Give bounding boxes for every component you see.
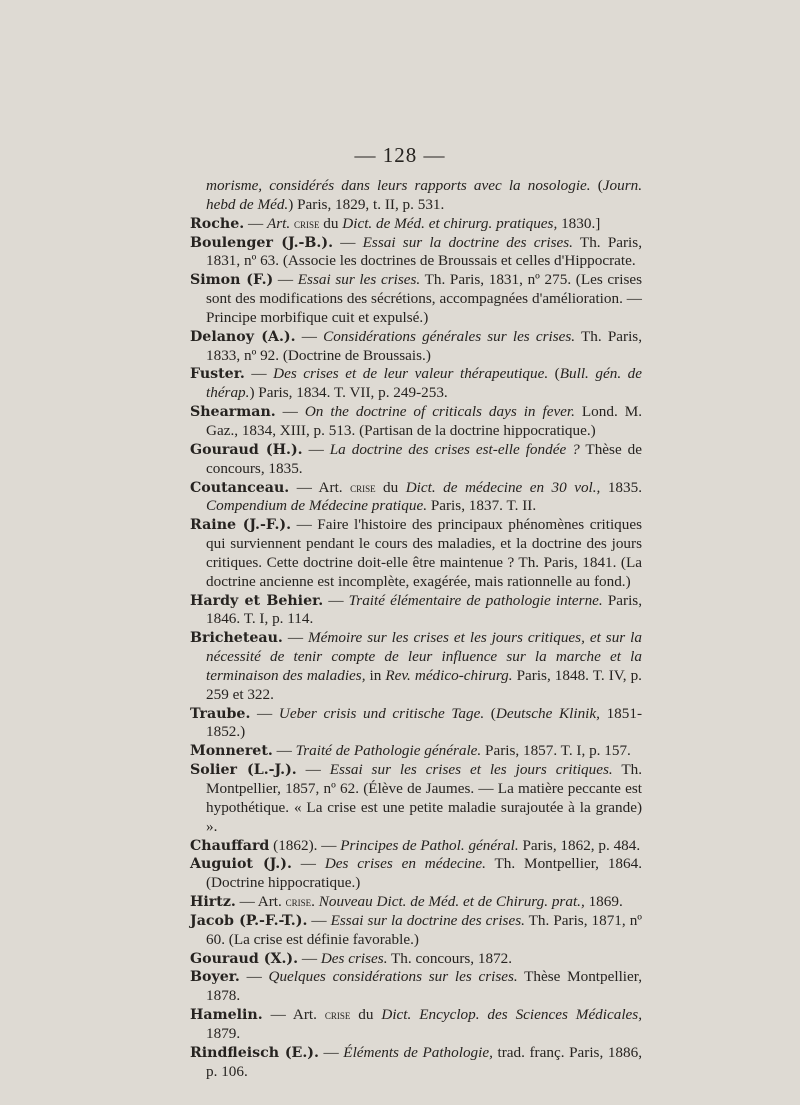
entry-text: — bbox=[244, 365, 274, 383]
bibliography-entry bbox=[190, 629, 642, 704]
entry-title: Dict. de médecine en 30 vol., bbox=[405, 478, 601, 496]
entry-title: On the doctrine of criticals days in fever. bbox=[304, 403, 575, 421]
entry-author: Boyer. bbox=[190, 969, 240, 986]
entry-title: Des crises. bbox=[320, 949, 388, 967]
entry-text: — bbox=[307, 911, 331, 929]
entry-text: in bbox=[365, 666, 386, 684]
entry-author: Raine (J.-F.). bbox=[190, 517, 292, 534]
bibliography-entry bbox=[190, 328, 642, 366]
entry-title: Traité élémentaire de pathologie interne. bbox=[348, 591, 603, 609]
entry-title: Essai sur les crises. bbox=[297, 271, 421, 289]
entry-text: du bbox=[350, 1006, 382, 1024]
entry-author: Delanoy (A.). bbox=[190, 328, 296, 345]
entry-text: — bbox=[323, 591, 349, 609]
entry-text: — Art. bbox=[262, 1006, 325, 1024]
entry-text: — Art. bbox=[235, 893, 286, 911]
entry-text: — bbox=[295, 327, 324, 345]
bibliography-entry bbox=[190, 234, 642, 272]
entry-smallcaps: crise bbox=[324, 1007, 351, 1023]
entry-text: ) Paris, 1834. T. VII, p. 249-253. bbox=[249, 384, 448, 402]
bibliography-entry bbox=[190, 837, 642, 856]
entry-text: 1830.] bbox=[557, 214, 601, 232]
entry-title: Ueber crisis und critische Tage. bbox=[278, 704, 485, 722]
entry-author: Hardy et Behier. bbox=[190, 592, 324, 609]
entry-author: Boulenger (J.-B.). bbox=[190, 234, 334, 251]
bibliography-entry bbox=[190, 516, 642, 591]
entry-title: Deutsche Klinik, bbox=[495, 704, 600, 722]
entry-title: Essai sur la doctrine des crises. bbox=[330, 911, 525, 929]
entry-text: Th. concours, 1872. bbox=[387, 949, 513, 967]
entry-title: Éléments de Pathologie, bbox=[343, 1043, 493, 1061]
entry-author: Roche. bbox=[190, 215, 245, 232]
entry-text: Th. Paris, 1833, nº 92. (Doctrine de Broussais.) bbox=[206, 327, 642, 364]
bibliography-entry bbox=[190, 215, 642, 234]
entry-text: 1835. bbox=[600, 478, 643, 496]
entry-author: Solier (L.-J.). bbox=[190, 762, 297, 779]
bibliography-entry bbox=[190, 893, 642, 912]
entry-text: — bbox=[333, 233, 363, 251]
entry-text: — bbox=[291, 855, 325, 873]
entry-title: morisme, considérés dans leurs rapports avec la nosologie. bbox=[206, 177, 591, 194]
entry-text: — bbox=[272, 742, 296, 760]
entry-text: Paris, 1837. T. II. bbox=[427, 497, 537, 515]
entry-text: (1862). — bbox=[269, 836, 341, 854]
entry-text: — bbox=[250, 704, 279, 722]
bibliography-entry bbox=[190, 912, 642, 950]
entry-author: Rindfleisch (E.). bbox=[190, 1044, 319, 1061]
entry-text: ( bbox=[484, 704, 496, 722]
entry-author: Chauffard bbox=[190, 837, 270, 854]
entry-author: Shearman. bbox=[190, 404, 276, 421]
entry-text: Paris, 1848. T. IV, p. 259 et 322. bbox=[206, 666, 642, 703]
entry-text: — bbox=[239, 968, 269, 986]
entry-title: Des crises et de leur valeur thérapeutique. bbox=[273, 365, 549, 383]
entry-author: Hirtz. bbox=[190, 894, 236, 911]
entry-author: Hamelin. bbox=[190, 1007, 263, 1024]
bibliography-entry bbox=[190, 403, 642, 441]
entry-text: Thèse Montpellier, 1878. bbox=[206, 968, 643, 1005]
bibliography-entry bbox=[190, 950, 642, 969]
bibliography-entry bbox=[190, 855, 642, 893]
entry-text: du bbox=[375, 478, 406, 496]
entry-text: 1851-1852.) bbox=[206, 704, 643, 741]
bibliography-entry bbox=[190, 742, 642, 761]
entry-author: Fuster. bbox=[190, 366, 245, 383]
bibliography-entry bbox=[190, 271, 642, 328]
entry-author: Traube. bbox=[190, 705, 251, 722]
entry-text: — bbox=[273, 271, 298, 289]
entry-text: Th. Montpellier, 1864. (Doctrine hippocratique.) bbox=[206, 855, 642, 892]
entry-author: Auguiot (J.). bbox=[190, 856, 292, 873]
entry-text: — bbox=[318, 1043, 344, 1061]
entry-text: ( bbox=[548, 365, 560, 383]
entry-text: — Faire l'histoire des principaux phénomènes critiques qui surviennent pendant le cours des maladies, et la doctrine des jours critiques. Cette doctrine doit-elle être maintenue ? Th. Paris, 1841. (La doctrine ancienne est incomplète, exagérée, mais rationnelle au fond.) bbox=[206, 516, 642, 590]
entry-title: Nouveau Dict. de Méd. et de Chirurg. prat., bbox=[318, 893, 585, 911]
entry-text: trad. franç. Paris, 1886, p. 106. bbox=[206, 1043, 642, 1080]
entry-text: — bbox=[275, 403, 305, 421]
entry-text: . bbox=[311, 893, 319, 911]
entry-author: Gouraud (X.). bbox=[190, 950, 299, 967]
entry-smallcaps: crise bbox=[293, 215, 320, 231]
entry-smallcaps: crise bbox=[285, 894, 312, 910]
entry-text: Paris, 1857. T. I, p. 157. bbox=[481, 742, 631, 760]
bibliography-entry bbox=[190, 705, 642, 743]
bibliography-entry bbox=[190, 1044, 642, 1082]
entry-title: Compendium de Médecine pratique. bbox=[206, 497, 428, 515]
entry-text: — bbox=[244, 214, 267, 232]
entry-text: — bbox=[296, 761, 330, 779]
bibliography-entry bbox=[190, 479, 642, 517]
entry-text: Th. Montpellier, 1857, nº 62. (Élève de Jaumes. — La matière peccante est hypothétique. « La crise est une petite maladie surajoutée à la grande) ». bbox=[206, 761, 642, 835]
entry-title: Considérations générales sur les crises. bbox=[323, 327, 576, 345]
entry-title: Mémoire sur les crises et les jours critiques, et sur la nécessité de tenir compte de leur influence sur la marche et la terminaison des maladies, bbox=[206, 629, 642, 684]
entry-text: Paris, 1846. T. I, p. 114. bbox=[206, 591, 643, 628]
entry-author: Bricheteau. bbox=[190, 630, 283, 647]
entry-title: Dict. Encyclop. des Sciences Médicales, bbox=[381, 1006, 642, 1024]
entry-author: Simon (F.) bbox=[190, 272, 274, 289]
entry-title: Art. bbox=[266, 214, 291, 232]
entry-text: Paris, 1862, p. 484. bbox=[518, 836, 641, 854]
bibliography-entry bbox=[190, 592, 642, 630]
bibliography-entry bbox=[190, 1006, 642, 1044]
entry-author: Gouraud (H.). bbox=[190, 441, 303, 458]
entry-text: — bbox=[302, 440, 330, 458]
entry-title: Essai sur la doctrine des crises. bbox=[362, 233, 573, 251]
page-number: — 128 — bbox=[354, 143, 446, 167]
entry-text: 1869. bbox=[584, 893, 623, 911]
entry-title: La doctrine des crises est-elle fondée ? bbox=[329, 440, 580, 458]
entry-title: Quelques considérations sur les crises. bbox=[268, 968, 518, 986]
entry-title: Bull. gén. de thérap. bbox=[206, 365, 643, 402]
entry-title: Rev. médico-chirurg. bbox=[385, 666, 513, 684]
entry-text: — bbox=[282, 629, 309, 647]
entry-text: — bbox=[298, 949, 321, 967]
entry-text: Th. Paris, 1831, nº 275. (Les crises sont des modifications des sécrétions, accompagnées d'amélioration. — Principe morbifique cuit et expulsé.) bbox=[206, 271, 643, 326]
entry-title: Traité de Pathologie générale. bbox=[295, 742, 482, 760]
entry-title: Principes de Pathol. général. bbox=[340, 836, 519, 854]
entry-text: ) Paris, 1829, t. II, p. 531. bbox=[288, 195, 445, 213]
entry-author: Jacob (P.-F.-T.). bbox=[190, 912, 308, 929]
bibliography-entry bbox=[190, 441, 642, 479]
entry-text: du bbox=[319, 214, 343, 232]
bibliography-entry bbox=[190, 761, 642, 836]
entry-text: Lond. M. Gaz., 1834, XIII, p. 513. (Partisan de la doctrine hippocratique.) bbox=[206, 403, 643, 439]
entry-text: Th. Paris, 1871, nº 60. (La crise est définie favorable.) bbox=[206, 911, 642, 948]
entry-title: Dict. de Méd. et chirurg. pratiques, bbox=[342, 214, 558, 232]
bibliography-list bbox=[190, 177, 642, 1082]
bibliography-entry bbox=[190, 365, 642, 403]
bibliography-entry bbox=[190, 968, 642, 1006]
entry-smallcaps: crise bbox=[350, 479, 376, 495]
entry-title: Des crises en médecine. bbox=[324, 855, 486, 873]
entry-title: Journ. hebd de Méd. bbox=[206, 177, 642, 213]
entry-text: ( bbox=[590, 177, 603, 194]
bibliography-entry bbox=[190, 177, 642, 215]
entry-text: Th. Paris, 1831, nº 63. (Associe les doctrines de Broussais et celles d'Hippocrate. bbox=[206, 233, 642, 270]
entry-text: 1879. bbox=[206, 1024, 241, 1042]
entry-text: Thèse de concours, 1835. bbox=[206, 440, 642, 477]
entry-author: Monneret. bbox=[190, 743, 273, 760]
entry-text: — Art. bbox=[289, 478, 351, 496]
entry-author: Coutanceau. bbox=[190, 479, 290, 496]
entry-title: Essai sur les crises et les jours critiques. bbox=[329, 761, 613, 779]
